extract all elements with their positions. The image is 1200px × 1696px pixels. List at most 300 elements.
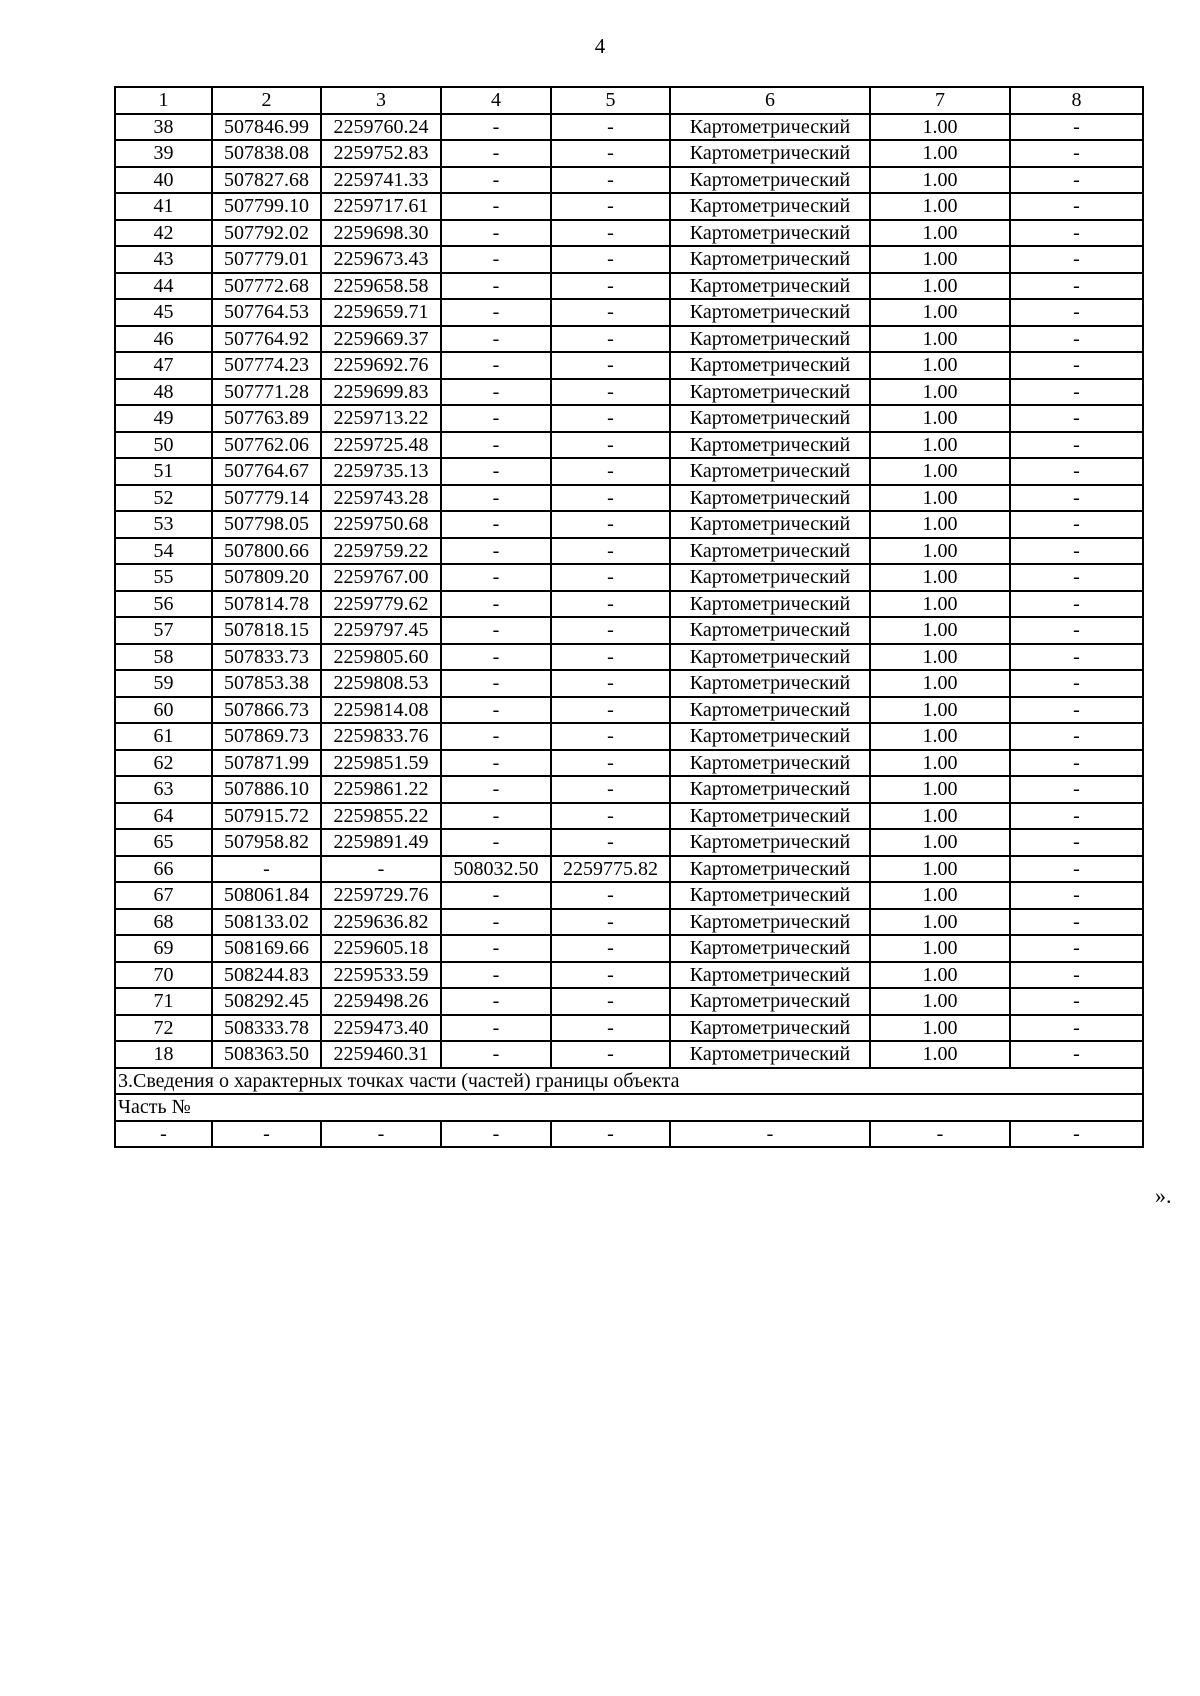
table-cell: Картометрический <box>670 511 870 538</box>
table-cell: 52 <box>115 485 212 512</box>
table-cell: 1.00 <box>870 803 1010 830</box>
table-cell: 2 <box>212 87 321 114</box>
table-cell: 1.00 <box>870 697 1010 724</box>
table-row <box>115 485 1143 512</box>
table-cell: 56 <box>115 591 212 618</box>
table-cell: 2259460.31 <box>321 1041 441 1068</box>
table-cell: 2259692.76 <box>321 352 441 379</box>
table-cell: 507814.78 <box>212 591 321 618</box>
table-cell: - <box>441 114 551 141</box>
table-cell: 47 <box>115 352 212 379</box>
table-cell: - <box>1010 776 1143 803</box>
table-cell: 508333.78 <box>212 1015 321 1042</box>
table-cell: 4 <box>441 87 551 114</box>
table-cell: - <box>551 776 670 803</box>
table-cell: Картометрический <box>670 962 870 989</box>
table-cell: - <box>441 1015 551 1042</box>
table-row <box>115 511 1143 538</box>
table-cell: Картометрический <box>670 1041 870 1068</box>
table-cell: Картометрический <box>670 326 870 353</box>
table-cell: 508363.50 <box>212 1041 321 1068</box>
table-cell: 1.00 <box>870 193 1010 220</box>
part-label: Часть № <box>115 1094 1143 1121</box>
table-cell: - <box>1010 485 1143 512</box>
table-cell: Картометрический <box>670 697 870 724</box>
table-cell: 1.00 <box>870 829 1010 856</box>
table-cell: Картометрический <box>670 617 870 644</box>
table-cell: - <box>551 988 670 1015</box>
table-cell: 7 <box>870 87 1010 114</box>
table-row <box>115 193 1143 220</box>
table-cell: Картометрический <box>670 140 870 167</box>
table-cell: 67 <box>115 882 212 909</box>
table-row <box>115 803 1143 830</box>
table-cell: 507779.01 <box>212 246 321 273</box>
table-cell: 2259779.62 <box>321 591 441 618</box>
table-cell: 53 <box>115 511 212 538</box>
table-cell: 507869.73 <box>212 723 321 750</box>
table-row <box>115 697 1143 724</box>
table-cell: Картометрический <box>670 988 870 1015</box>
table-cell: Картометрический <box>670 935 870 962</box>
table-cell: Картометрический <box>670 167 870 194</box>
table-cell: 507792.02 <box>212 220 321 247</box>
table-row <box>115 829 1143 856</box>
table-cell: 2259741.33 <box>321 167 441 194</box>
table-cell: 1.00 <box>870 140 1010 167</box>
table-cell: - <box>1010 1121 1143 1148</box>
table-cell: - <box>551 220 670 247</box>
table-cell: - <box>551 564 670 591</box>
table-cell: 1.00 <box>870 511 1010 538</box>
table-row <box>115 723 1143 750</box>
table-cell: - <box>441 697 551 724</box>
table-cell: - <box>441 617 551 644</box>
table-row <box>115 988 1143 1015</box>
table-cell: 508133.02 <box>212 909 321 936</box>
table-cell: - <box>321 1121 441 1148</box>
table-cell: - <box>441 140 551 167</box>
table-cell: 63 <box>115 776 212 803</box>
section-title-row <box>115 1068 1143 1095</box>
table-cell: 1.00 <box>870 776 1010 803</box>
table-cell: - <box>441 750 551 777</box>
table-cell: 2259713.22 <box>321 405 441 432</box>
table-cell: Картометрический <box>670 750 870 777</box>
table-cell: - <box>551 829 670 856</box>
closing-quote: ». <box>1155 1183 1172 1208</box>
table-cell: 1.00 <box>870 458 1010 485</box>
table-cell: 508292.45 <box>212 988 321 1015</box>
table-cell: Картометрический <box>670 538 870 565</box>
table-cell: 1.00 <box>870 723 1010 750</box>
table-cell: 507886.10 <box>212 776 321 803</box>
table-cell: - <box>1010 564 1143 591</box>
table-cell: - <box>551 140 670 167</box>
table-cell: - <box>441 909 551 936</box>
table-cell: - <box>441 352 551 379</box>
table-cell: 507764.53 <box>212 299 321 326</box>
table-cell: - <box>1010 511 1143 538</box>
table-cell: 1.00 <box>870 352 1010 379</box>
table-cell: 1.00 <box>870 591 1010 618</box>
table-cell: Картометрический <box>670 564 870 591</box>
table-cell: 2259699.83 <box>321 379 441 406</box>
table-cell: - <box>1010 538 1143 565</box>
table-cell: - <box>1010 803 1143 830</box>
table-cell: 507762.06 <box>212 432 321 459</box>
table-cell: - <box>1010 909 1143 936</box>
coordinates-table <box>114 86 1144 1148</box>
table-cell: 2259767.00 <box>321 564 441 591</box>
table-cell: - <box>551 617 670 644</box>
table-cell: - <box>551 1041 670 1068</box>
table-cell: 508244.83 <box>212 962 321 989</box>
table-cell: Картометрический <box>670 405 870 432</box>
table-cell: - <box>551 962 670 989</box>
table-cell: - <box>441 591 551 618</box>
table-cell: 45 <box>115 299 212 326</box>
dash-row <box>115 1121 1143 1148</box>
table-cell: 1.00 <box>870 988 1010 1015</box>
table-cell: - <box>551 909 670 936</box>
table-cell: - <box>1010 167 1143 194</box>
table-cell: 1.00 <box>870 750 1010 777</box>
table-cell: Картометрический <box>670 458 870 485</box>
table-cell: 2259750.68 <box>321 511 441 538</box>
table-cell: 507800.66 <box>212 538 321 565</box>
table-cell: Картометрический <box>670 432 870 459</box>
table-cell: - <box>551 935 670 962</box>
table-cell: 41 <box>115 193 212 220</box>
table-cell: Картометрический <box>670 856 870 883</box>
table-cell: 2259855.22 <box>321 803 441 830</box>
table-cell: - <box>1010 644 1143 671</box>
table-cell: 2259759.22 <box>321 538 441 565</box>
table-row <box>115 962 1143 989</box>
table-cell: - <box>441 405 551 432</box>
table-cell: 2259775.82 <box>551 856 670 883</box>
table-cell: 1.00 <box>870 167 1010 194</box>
table-cell: - <box>441 564 551 591</box>
table-cell: 2259735.13 <box>321 458 441 485</box>
table-cell: 2259891.49 <box>321 829 441 856</box>
table-cell: - <box>551 644 670 671</box>
table-cell: Картометрический <box>670 246 870 273</box>
table-cell: - <box>551 299 670 326</box>
table-cell: 8 <box>1010 87 1143 114</box>
table-cell: 1.00 <box>870 379 1010 406</box>
table-cell: 68 <box>115 909 212 936</box>
table-cell: 2259760.24 <box>321 114 441 141</box>
table-cell: 60 <box>115 697 212 724</box>
table-cell: 1.00 <box>870 856 1010 883</box>
table-cell: - <box>441 1121 551 1148</box>
table-cell: - <box>551 803 670 830</box>
table-cell: - <box>441 299 551 326</box>
table-cell: 66 <box>115 856 212 883</box>
table-cell: Картометрический <box>670 776 870 803</box>
table-cell: 18 <box>115 1041 212 1068</box>
table-row <box>115 140 1143 167</box>
table-cell: 39 <box>115 140 212 167</box>
table-cell: - <box>441 485 551 512</box>
table-cell: - <box>551 511 670 538</box>
table-cell: 1.00 <box>870 273 1010 300</box>
table-cell: - <box>1010 432 1143 459</box>
table-cell: - <box>441 829 551 856</box>
table-cell: - <box>1010 273 1143 300</box>
table-cell: 507763.89 <box>212 405 321 432</box>
table-cell: - <box>212 1121 321 1148</box>
table-cell: - <box>441 723 551 750</box>
table-cell: Картометрический <box>670 723 870 750</box>
table-cell: 71 <box>115 988 212 1015</box>
table-cell: - <box>441 458 551 485</box>
table-cell: 2259473.40 <box>321 1015 441 1042</box>
table-cell: - <box>551 538 670 565</box>
table-cell: 507764.67 <box>212 458 321 485</box>
table-cell: Картометрический <box>670 193 870 220</box>
table-cell: - <box>1010 1015 1143 1042</box>
table-cell: 507779.14 <box>212 485 321 512</box>
table-cell: 1.00 <box>870 962 1010 989</box>
table-row <box>115 856 1143 883</box>
table-cell: 507838.08 <box>212 140 321 167</box>
table-cell: - <box>1010 140 1143 167</box>
table-cell: 1.00 <box>870 326 1010 353</box>
table-cell: - <box>551 723 670 750</box>
table-cell: - <box>1010 246 1143 273</box>
table-row <box>115 458 1143 485</box>
table-cell: 508061.84 <box>212 882 321 909</box>
table-cell: - <box>551 485 670 512</box>
table-cell: 507915.72 <box>212 803 321 830</box>
table-cell: 507866.73 <box>212 697 321 724</box>
table-row <box>115 114 1143 141</box>
table-cell: - <box>551 167 670 194</box>
table-cell: Картометрический <box>670 882 870 909</box>
table-cell: 2259636.82 <box>321 909 441 936</box>
table-cell: - <box>1010 220 1143 247</box>
table-cell: 55 <box>115 564 212 591</box>
table-cell: - <box>1010 299 1143 326</box>
table-cell: - <box>551 432 670 459</box>
table-cell: 508169.66 <box>212 935 321 962</box>
table-cell: 1.00 <box>870 405 1010 432</box>
table-cell: 57 <box>115 617 212 644</box>
table-cell: 1.00 <box>870 670 1010 697</box>
table-cell: - <box>1010 405 1143 432</box>
table-cell: - <box>1010 988 1143 1015</box>
table-cell: - <box>1010 829 1143 856</box>
table-cell: 1.00 <box>870 882 1010 909</box>
table-cell: 507799.10 <box>212 193 321 220</box>
table-row <box>115 273 1143 300</box>
table-cell: 1.00 <box>870 1041 1010 1068</box>
table-cell: - <box>441 670 551 697</box>
table-cell: - <box>441 935 551 962</box>
table-cell: - <box>1010 379 1143 406</box>
table-cell: - <box>1010 193 1143 220</box>
table-cell: 1.00 <box>870 485 1010 512</box>
table-cell: - <box>1010 617 1143 644</box>
table-cell: - <box>551 697 670 724</box>
table-cell: - <box>551 114 670 141</box>
table-cell: 51 <box>115 458 212 485</box>
table-cell: 507764.92 <box>212 326 321 353</box>
table-cell: - <box>441 962 551 989</box>
table-cell: Картометрический <box>670 829 870 856</box>
page-number: 4 <box>594 34 606 58</box>
table-cell: - <box>551 1015 670 1042</box>
table-cell: - <box>1010 882 1143 909</box>
table-cell: 507774.23 <box>212 352 321 379</box>
table-cell: 1.00 <box>870 220 1010 247</box>
table-cell: 40 <box>115 167 212 194</box>
table-cell: 507827.68 <box>212 167 321 194</box>
table-cell: - <box>1010 723 1143 750</box>
table-row <box>115 564 1143 591</box>
table-cell: 62 <box>115 750 212 777</box>
table-cell: 2259725.48 <box>321 432 441 459</box>
table-cell: 507798.05 <box>212 511 321 538</box>
table-cell: 61 <box>115 723 212 750</box>
table-cell: 46 <box>115 326 212 353</box>
table-cell: - <box>551 882 670 909</box>
table-cell: - <box>551 458 670 485</box>
table-row <box>115 776 1143 803</box>
table-cell: 2259729.76 <box>321 882 441 909</box>
table-cell: 65 <box>115 829 212 856</box>
table-row <box>115 538 1143 565</box>
table-row <box>115 591 1143 618</box>
table-cell: 44 <box>115 273 212 300</box>
table-cell: - <box>551 193 670 220</box>
table-cell: 1.00 <box>870 114 1010 141</box>
table-cell: - <box>1010 935 1143 962</box>
table-cell: - <box>441 644 551 671</box>
table-cell: 2259851.59 <box>321 750 441 777</box>
table-cell: - <box>551 591 670 618</box>
table-row <box>115 750 1143 777</box>
table-cell: - <box>441 1041 551 1068</box>
table-cell: 1.00 <box>870 538 1010 565</box>
table-cell: 1.00 <box>870 246 1010 273</box>
table-cell: - <box>551 405 670 432</box>
table-row <box>115 246 1143 273</box>
table-cell: 2259752.83 <box>321 140 441 167</box>
table-cell: Картометрический <box>670 299 870 326</box>
table-row <box>115 220 1143 247</box>
table-cell: - <box>441 988 551 1015</box>
table-cell: 2259814.08 <box>321 697 441 724</box>
table-cell: Картометрический <box>670 644 870 671</box>
table-cell: 1.00 <box>870 1015 1010 1042</box>
table-cell: 2259673.43 <box>321 246 441 273</box>
table-cell: Картометрический <box>670 591 870 618</box>
table-row <box>115 352 1143 379</box>
table-cell: 59 <box>115 670 212 697</box>
table-cell: - <box>441 193 551 220</box>
table-cell: - <box>441 167 551 194</box>
table-cell: - <box>441 432 551 459</box>
table-cell: Картометрический <box>670 379 870 406</box>
table-cell: Картометрический <box>670 220 870 247</box>
table-cell: - <box>441 246 551 273</box>
table-cell: Картометрический <box>670 803 870 830</box>
table-cell: 507818.15 <box>212 617 321 644</box>
table-cell: - <box>551 246 670 273</box>
table-cell: - <box>1010 114 1143 141</box>
table-cell: 69 <box>115 935 212 962</box>
table-cell: 2259861.22 <box>321 776 441 803</box>
table-cell: 507846.99 <box>212 114 321 141</box>
table-row <box>115 617 1143 644</box>
table-cell: 43 <box>115 246 212 273</box>
table-row <box>115 644 1143 671</box>
table-cell: - <box>441 803 551 830</box>
table-cell: 58 <box>115 644 212 671</box>
table-cell: 1.00 <box>870 564 1010 591</box>
table-cell: 3 <box>321 87 441 114</box>
table-cell: - <box>551 273 670 300</box>
table-cell: 5 <box>551 87 670 114</box>
table-cell: - <box>115 1121 212 1148</box>
table-row <box>115 1041 1143 1068</box>
table-cell: 1.00 <box>870 935 1010 962</box>
table-cell: 2259658.58 <box>321 273 441 300</box>
header-row <box>115 87 1143 114</box>
table-cell: 2259743.28 <box>321 485 441 512</box>
table-cell: 2259605.18 <box>321 935 441 962</box>
table-row <box>115 909 1143 936</box>
table-cell: 507871.99 <box>212 750 321 777</box>
section-title: 3.Сведения о характерных точках части (частей) границы объекта <box>115 1068 1143 1095</box>
table-cell: 2259717.61 <box>321 193 441 220</box>
table-cell: - <box>441 882 551 909</box>
table-cell: - <box>441 511 551 538</box>
table-cell: 2259698.30 <box>321 220 441 247</box>
table-cell: - <box>551 1121 670 1148</box>
table-row <box>115 1015 1143 1042</box>
table-cell: - <box>670 1121 870 1148</box>
table-cell: - <box>1010 352 1143 379</box>
table-cell: - <box>441 326 551 353</box>
table-cell: - <box>1010 670 1143 697</box>
table-cell: Картометрический <box>670 352 870 379</box>
part-label-row <box>115 1094 1143 1121</box>
table-cell: 1.00 <box>870 617 1010 644</box>
table-cell: 507809.20 <box>212 564 321 591</box>
table-cell: - <box>441 273 551 300</box>
table-cell: 2259805.60 <box>321 644 441 671</box>
table-cell: 2259669.37 <box>321 326 441 353</box>
table-cell: 1.00 <box>870 909 1010 936</box>
table-cell: 507958.82 <box>212 829 321 856</box>
table-cell: - <box>551 379 670 406</box>
table-cell: 2259498.26 <box>321 988 441 1015</box>
table-cell: 507771.28 <box>212 379 321 406</box>
table-cell: 50 <box>115 432 212 459</box>
table-cell: 72 <box>115 1015 212 1042</box>
table-cell: Картометрический <box>670 670 870 697</box>
table-row <box>115 379 1143 406</box>
table-cell: - <box>1010 962 1143 989</box>
table-cell: - <box>321 856 441 883</box>
table-cell: Картометрический <box>670 1015 870 1042</box>
table-cell: - <box>551 670 670 697</box>
